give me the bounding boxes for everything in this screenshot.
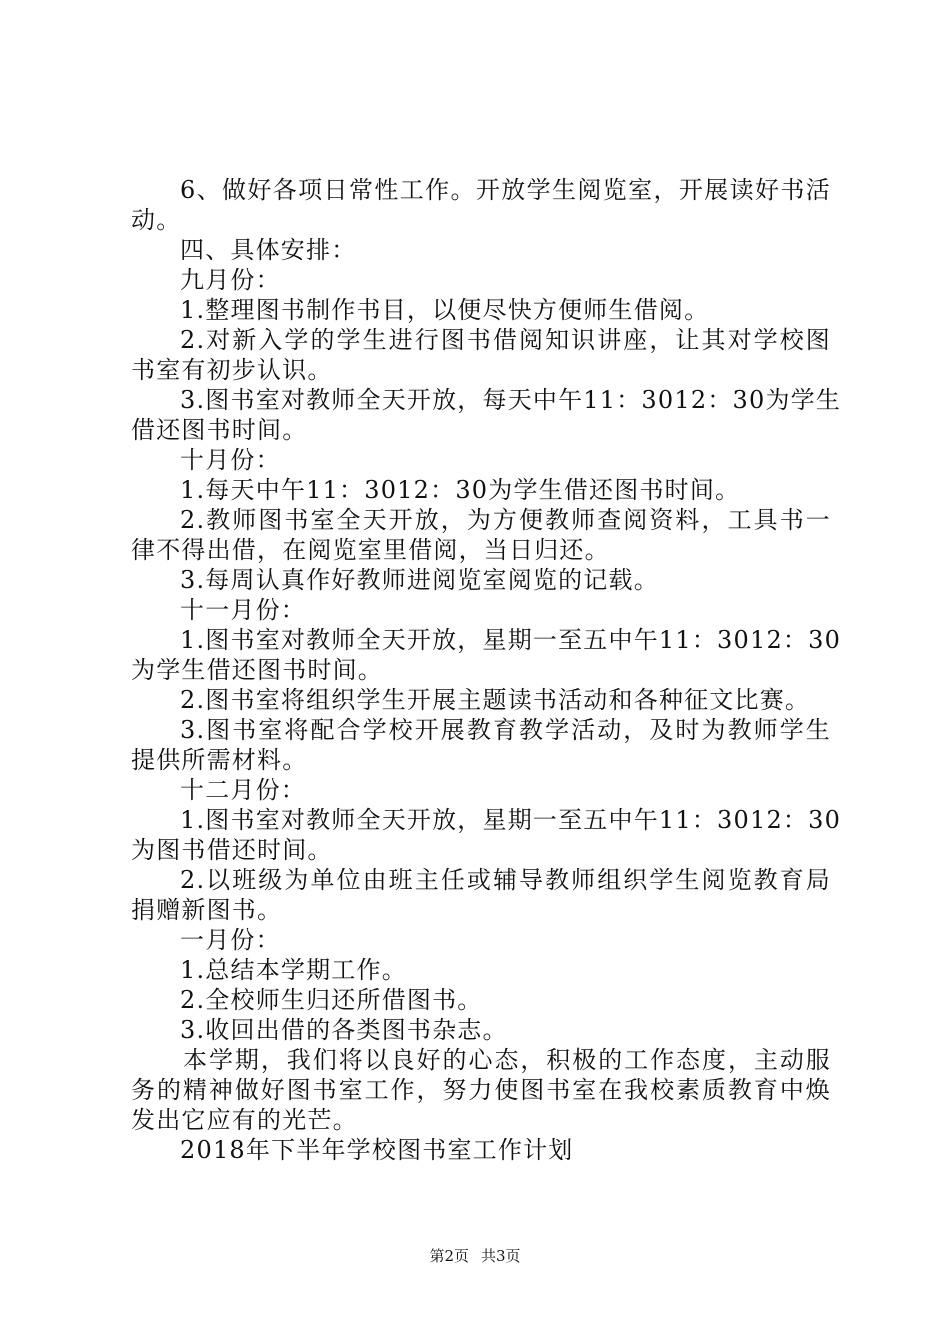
list-item: 2.全校师生归还所借图书。 bbox=[180, 986, 483, 1014]
page-number: 第2页 bbox=[429, 1247, 469, 1265]
list-item: 3.图书室将配合学校开展教育教学活动，及时为教师学生 bbox=[180, 716, 831, 744]
month-heading: 一月份： bbox=[180, 926, 281, 954]
list-item: 1.每天中午11：3012：30为学生借还图书时间。 bbox=[180, 476, 741, 504]
closing-paragraph-line: 发出它应有的光芒。 bbox=[131, 1106, 358, 1134]
list-item-continued: 为图书借还时间。 bbox=[131, 836, 333, 864]
page-footer bbox=[0, 1246, 950, 1266]
list-item: 2.以班级为单位由班主任或辅导教师组织学生阅览教育局 bbox=[180, 866, 831, 894]
month-heading: 九月份： bbox=[180, 266, 281, 294]
month-heading: 十二月份： bbox=[180, 776, 306, 804]
list-item: 2.教师图书室全天开放，为方便教师查阅资料，工具书一 bbox=[180, 506, 831, 534]
list-item: 3.每周认真作好教师进阅览室阅览的记载。 bbox=[180, 566, 659, 594]
document-body bbox=[131, 175, 842, 1165]
section-heading: 四、具体安排： bbox=[180, 236, 357, 264]
list-item: 1.图书室对教师全天开放，星期一至五中午11：3012：30 bbox=[180, 626, 842, 654]
closing-paragraph-line: 本学期，我们将以良好的心态，积极的工作态度，主动服 bbox=[183, 1046, 831, 1074]
month-heading: 十一月份： bbox=[180, 596, 306, 624]
list-item: 2.对新入学的学生进行图书借阅知识讲座，让其对学校图 bbox=[180, 326, 831, 354]
list-item: 3.图书室对教师全天开放，每天中午11：3012：30为学生 bbox=[180, 386, 842, 414]
list-item: 3.收回出借的各类图书杂志。 bbox=[180, 1016, 508, 1044]
list-item: 1.整理图书制作书目，以便尽快方便师生借阅。 bbox=[180, 296, 710, 324]
list-item-continued: 提供所需材料。 bbox=[131, 746, 308, 774]
month-heading: 十月份： bbox=[180, 446, 281, 474]
list-item-continued: 律不得出借，在阅览室里借阅，当日归还。 bbox=[131, 536, 610, 564]
list-item: 1.总结本学期工作。 bbox=[180, 956, 407, 984]
closing-paragraph-line: 务的精神做好图书室工作，努力使图书室在我校素质教育中焕 bbox=[131, 1076, 831, 1104]
paragraph-line: 动。 bbox=[131, 206, 182, 234]
document-title-line: 2018年下半年学校图书室工作计划 bbox=[180, 1136, 574, 1164]
list-item: 2.图书室将组织学生开展主题读书活动和各种征文比赛。 bbox=[180, 686, 811, 714]
list-item-continued: 为学生借还图书时间。 bbox=[131, 656, 383, 684]
paragraph-line: 6、做好各项日常性工作。开放学生阅览室，开展读好书活 bbox=[180, 176, 831, 204]
list-item-continued: 借还图书时间。 bbox=[131, 416, 308, 444]
list-item: 1.图书室对教师全天开放，星期一至五中午11：3012：30 bbox=[180, 806, 842, 834]
list-item-continued: 捐赠新图书。 bbox=[131, 896, 283, 924]
page-total: 共3页 bbox=[481, 1247, 521, 1265]
list-item-continued: 书室有初步认识。 bbox=[131, 356, 333, 384]
